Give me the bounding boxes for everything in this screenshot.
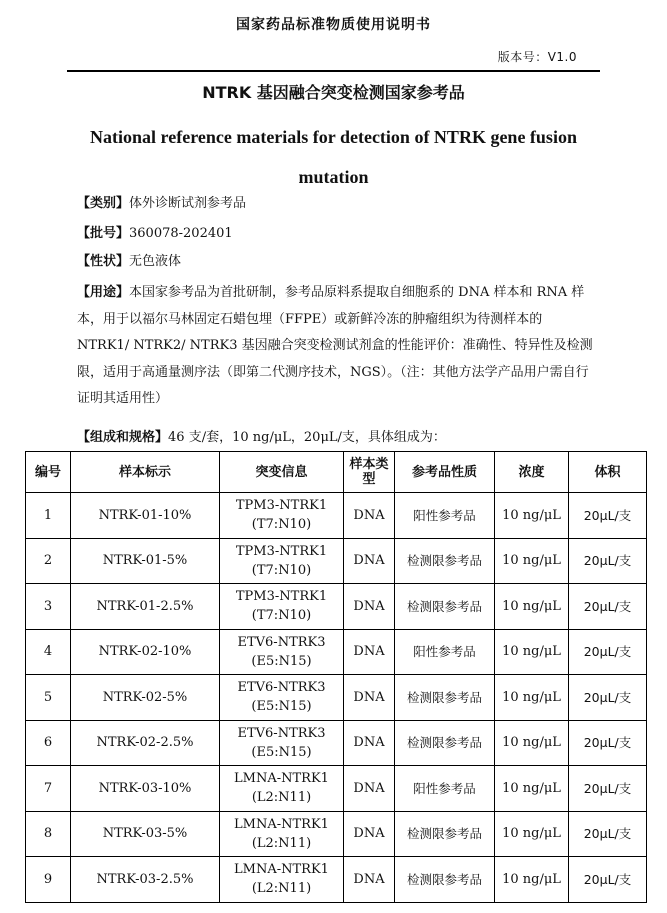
- cell-volume: 20μL/支: [569, 629, 647, 675]
- cell-sample-type: DNA: [344, 766, 395, 812]
- column-header: 体积: [569, 452, 647, 493]
- field-batch-value: 360078-202401: [129, 226, 233, 241]
- table-header-row: [26, 452, 647, 493]
- version-number: 版本号：V1.0: [497, 50, 577, 64]
- table-row: [26, 857, 647, 903]
- cell-mutation-info: [220, 766, 344, 812]
- cell-sample-type: DNA: [344, 538, 395, 584]
- field-usage-value: 本国家参考品为首批研制，参考品原料系提取自细胞系的 DNA 样本和 RNA 样本，用于以福尔马林固定石蜡包埋（FFPE）或新鲜冷冻的肿瘤组织为待测样本的 NTRK1/ NTRK2/ NTRK3 基因融合突变检测试剂盒的性能评价：准确性、特异性及检测限，适用于高通量测序法（即第二代测序技术，NGS）。（注：其他方法学产品用户需自行证明其适用性）: [77, 285, 593, 406]
- table-row: [26, 493, 647, 539]
- column-header: 样本类型: [344, 452, 395, 493]
- title-chinese: NTRK 基因融合突变检测国家参考品: [202, 83, 465, 102]
- cell-reference-nature: 检测限参考品: [395, 811, 495, 857]
- cell-mutation-info: [220, 675, 344, 721]
- cell-number: 7: [26, 766, 71, 812]
- cell-volume: 20μL/支: [569, 720, 647, 766]
- cell-sample-id: NTRK-02-10%: [71, 629, 220, 675]
- cell-number: 2: [26, 538, 71, 584]
- field-category-value: 体外诊断试剂参考品: [129, 196, 247, 211]
- fusion-gene: LMNA-NTRK1: [234, 816, 329, 832]
- fusion-gene: TPM3-NTRK1: [235, 589, 328, 605]
- fusion-exon: (L2:N11): [251, 881, 312, 897]
- cell-sample-id: NTRK-03-5%: [71, 811, 220, 857]
- column-header: 编号: [26, 452, 71, 493]
- cell-volume: 20μL/支: [569, 675, 647, 721]
- column-header: 突变信息: [220, 452, 344, 493]
- composition-table: [25, 451, 647, 903]
- cell-number: 8: [26, 811, 71, 857]
- cell-volume: 20μL/支: [569, 766, 647, 812]
- table-row: [26, 538, 647, 584]
- column-header: 样本标示: [71, 452, 220, 493]
- fusion-gene: ETV6-NTRK3: [237, 634, 326, 650]
- field-usage-label: 【用途】: [77, 285, 130, 300]
- fusion-gene: TPM3-NTRK1: [235, 498, 328, 514]
- fusion-exon: (T7:N10): [251, 517, 312, 533]
- cell-sample-type: DNA: [344, 720, 395, 766]
- cell-reference-nature: 阳性参考品: [395, 493, 495, 539]
- field-composition: [77, 429, 446, 447]
- field-composition-value: 46 支/套，10 ng/μL，20μL/支，具体组成为：: [168, 430, 446, 445]
- field-category-label: 【类别】: [77, 196, 130, 211]
- cell-reference-nature: 检测限参考品: [395, 584, 495, 630]
- cell-mutation-info: [220, 493, 344, 539]
- field-category: [77, 195, 246, 213]
- column-header: 浓度: [495, 452, 569, 493]
- cell-volume: 20μL/支: [569, 811, 647, 857]
- cell-number: 6: [26, 720, 71, 766]
- field-form-value: 无色液体: [129, 254, 182, 269]
- field-form: [77, 253, 181, 271]
- cell-reference-nature: 检测限参考品: [395, 538, 495, 584]
- fusion-gene: LMNA-NTRK1: [234, 771, 329, 787]
- table-row: [26, 720, 647, 766]
- fusion-exon: (E5:N15): [251, 699, 312, 715]
- cell-concentration: 10 ng/μL: [495, 629, 569, 675]
- cell-sample-id: NTRK-02-5%: [71, 675, 220, 721]
- table-row: [26, 811, 647, 857]
- cell-concentration: 10 ng/μL: [495, 675, 569, 721]
- fusion-exon: (T7:N10): [251, 562, 312, 578]
- cell-number: 9: [26, 857, 71, 903]
- table-body: [26, 493, 647, 903]
- cell-sample-type: DNA: [344, 629, 395, 675]
- cell-sample-type: DNA: [344, 857, 395, 903]
- fusion-gene: ETV6-NTRK3: [237, 725, 326, 741]
- cell-number: 5: [26, 675, 71, 721]
- cell-sample-type: DNA: [344, 493, 395, 539]
- cell-mutation-info: [220, 811, 344, 857]
- table-row: [26, 766, 647, 812]
- cell-number: 3: [26, 584, 71, 630]
- cell-concentration: 10 ng/μL: [495, 584, 569, 630]
- cell-mutation-info: [220, 857, 344, 903]
- field-composition-label: 【组成和规格】: [77, 430, 169, 445]
- cell-sample-id: NTRK-01-10%: [71, 493, 220, 539]
- cell-sample-id: NTRK-02-2.5%: [71, 720, 220, 766]
- fusion-gene: LMNA-NTRK1: [234, 862, 329, 878]
- cell-reference-nature: 检测限参考品: [395, 675, 495, 721]
- cell-volume: 20μL/支: [569, 584, 647, 630]
- cell-reference-nature: 阳性参考品: [395, 629, 495, 675]
- document-header-title: 国家药品标准物质使用说明书: [236, 17, 431, 33]
- title-english: National reference materials for detection of NTRK gene fusion mutation: [90, 127, 577, 187]
- cell-concentration: 10 ng/μL: [495, 811, 569, 857]
- cell-volume: 20μL/支: [569, 493, 647, 539]
- column-header: 参考品性质: [395, 452, 495, 493]
- field-batch: [77, 225, 233, 243]
- cell-concentration: 10 ng/μL: [495, 857, 569, 903]
- fusion-exon: (L2:N11): [251, 835, 312, 851]
- fusion-exon: (L2:N11): [251, 790, 312, 806]
- table-row: [26, 584, 647, 630]
- fusion-gene: ETV6-NTRK3: [237, 680, 326, 696]
- cell-reference-nature: 检测限参考品: [395, 720, 495, 766]
- cell-reference-nature: 检测限参考品: [395, 857, 495, 903]
- cell-volume: 20μL/支: [569, 538, 647, 584]
- cell-sample-type: DNA: [344, 584, 395, 630]
- cell-number: 4: [26, 629, 71, 675]
- cell-sample-type: DNA: [344, 675, 395, 721]
- field-usage: [77, 280, 597, 413]
- header-divider: [67, 70, 600, 72]
- cell-reference-nature: 阳性参考品: [395, 766, 495, 812]
- cell-volume: 20μL/支: [569, 857, 647, 903]
- fusion-gene: TPM3-NTRK1: [235, 543, 328, 559]
- cell-sample-type: DNA: [344, 811, 395, 857]
- cell-mutation-info: [220, 720, 344, 766]
- cell-sample-id: NTRK-01-5%: [71, 538, 220, 584]
- cell-sample-id: NTRK-03-2.5%: [71, 857, 220, 903]
- cell-concentration: 10 ng/μL: [495, 766, 569, 812]
- table-row: [26, 629, 647, 675]
- cell-concentration: 10 ng/μL: [495, 720, 569, 766]
- cell-concentration: 10 ng/μL: [495, 493, 569, 539]
- fusion-exon: (T7:N10): [251, 608, 312, 624]
- table-row: [26, 675, 647, 721]
- cell-mutation-info: [220, 629, 344, 675]
- field-batch-label: 【批号】: [77, 226, 130, 241]
- cell-sample-id: NTRK-01-2.5%: [71, 584, 220, 630]
- fusion-exon: (E5:N15): [251, 744, 312, 760]
- field-form-label: 【性状】: [77, 254, 130, 269]
- cell-mutation-info: [220, 538, 344, 584]
- cell-number: 1: [26, 493, 71, 539]
- cell-sample-id: NTRK-03-10%: [71, 766, 220, 812]
- cell-concentration: 10 ng/μL: [495, 538, 569, 584]
- cell-mutation-info: [220, 584, 344, 630]
- fusion-exon: (E5:N15): [251, 653, 312, 669]
